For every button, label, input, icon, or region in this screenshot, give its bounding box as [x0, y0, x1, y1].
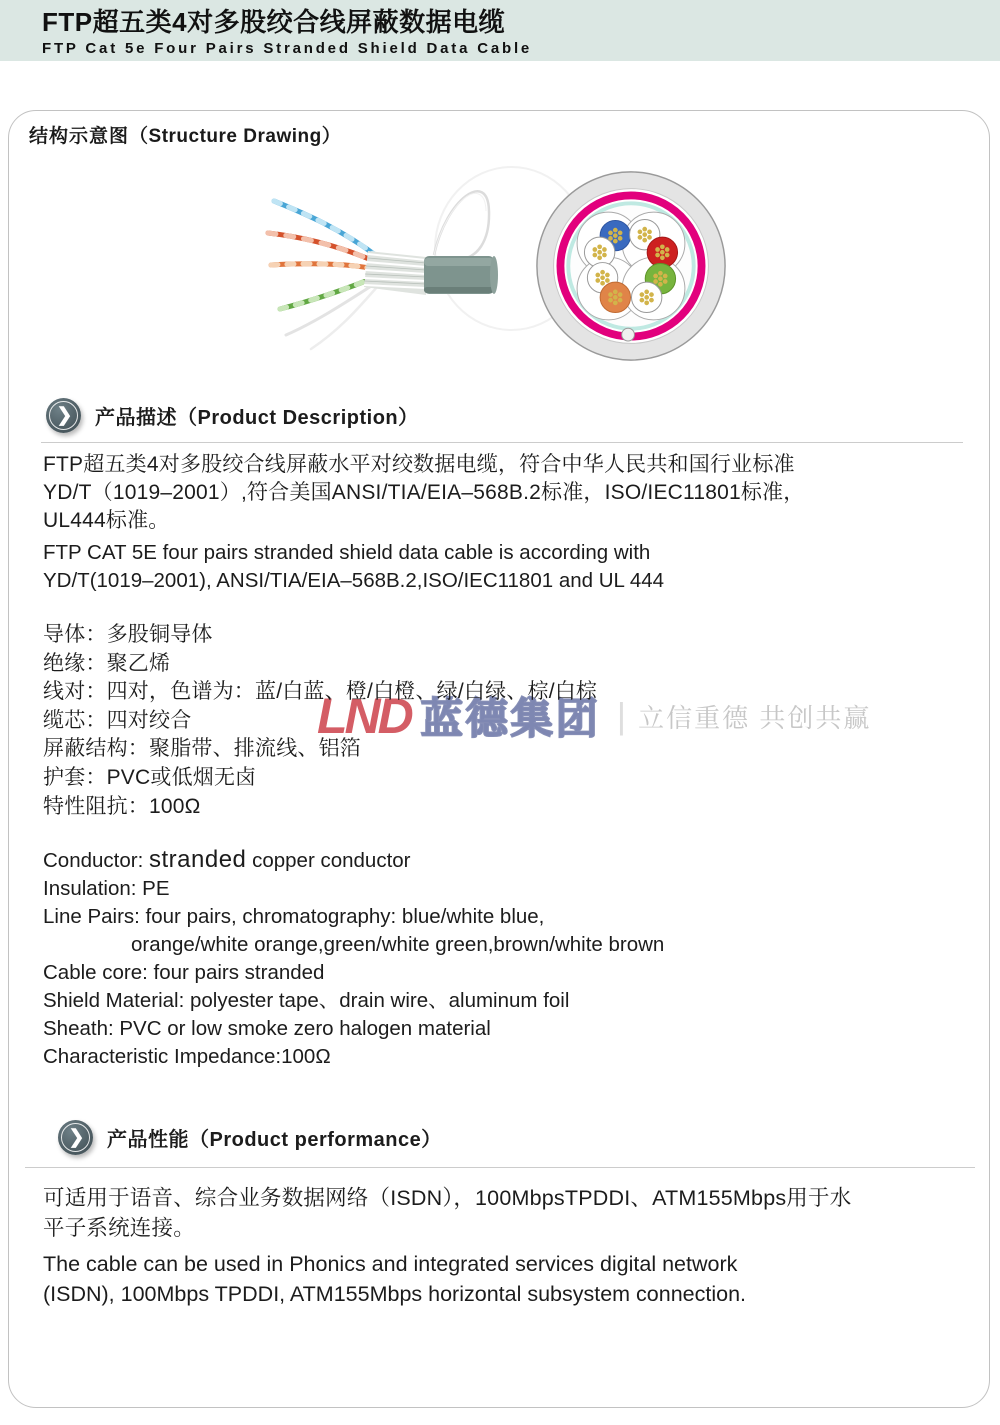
text-line: YD/T(1019–2001), ANSI/TIA/EIA–568B.2,ISO/IEC11801 and UL 444 [43, 569, 665, 592]
land-logo: LND [317, 688, 411, 744]
performance-section-header [58, 1120, 442, 1155]
spec-item: 屏蔽结构：聚脂带、排流线、铝箔 [43, 737, 361, 761]
page-subtitle: FTP Cat 5e Four Pairs Stranded Shield Data Cable [42, 40, 533, 57]
spec-item: Cable core: four pairs stranded [43, 961, 325, 984]
spec-item: 护套：PVC或低烟无卤 [43, 765, 257, 789]
spec-item: Sheath: PVC or low smoke zero halogen material [43, 1017, 491, 1040]
text-line: FTP超五类4对多股绞合线屏蔽水平对绞数据电缆，符合中华人民共和国行业标准 [43, 453, 795, 476]
specs-list-en [43, 846, 664, 1071]
page-title: FTP超五类4对多股绞合线屏蔽数据电缆 [42, 7, 506, 37]
text-line: FTP CAT 5E four pairs stranded shield data cable is according with [43, 541, 651, 564]
performance-heading: 产品性能（Product performance） [107, 1129, 442, 1151]
text-line: 平子系统连接。 [43, 1216, 195, 1240]
watermark-slogan: 立信重德 共创共赢 [638, 702, 872, 733]
cable-cross-section-diagram [533, 168, 729, 364]
description-paragraph-en [43, 539, 664, 595]
spec-item: Conductor: stranded copper conductor [43, 846, 411, 873]
structure-drawing-label [29, 121, 341, 148]
structure-label-zh: 结构示意图 [29, 126, 130, 147]
text-line: The cable can be used in Phonics and integrated services digital network [43, 1252, 738, 1276]
spec-item: 线对：四对，色谱为：蓝/白蓝、橙/白橙、绿/白绿、棕/白棕 [43, 680, 598, 704]
chevron-right-icon: ❯ [46, 398, 81, 433]
spec-item: 导体：多股铜导体 [43, 623, 213, 646]
cable-photo-illustration [256, 159, 506, 369]
spec-item: Line Pairs: four pairs, chromatography: blue/white blue, [43, 905, 545, 928]
description-section-header [46, 398, 419, 433]
watermark-separator: | [616, 695, 627, 736]
text-line: 可适用于语音、综合业务数据网络（ISDN），100MbpsTPDDI、ATM155Mbps用于水 [43, 1186, 852, 1210]
structure-label-en: （Structure Drawing） [129, 126, 342, 147]
spec-item: Insulation: PE [43, 877, 170, 900]
text-line: (ISDN), 100Mbps TPDDI, ATM155Mbps horizontal subsystem connection. [43, 1282, 747, 1306]
description-paragraph-zh [43, 451, 804, 535]
spec-item: Characteristic Impedance:100Ω [43, 1045, 331, 1068]
text-line: UL444标准。 [43, 509, 170, 532]
performance-paragraph-en [43, 1249, 746, 1309]
spec-item: orange/white orange,green/white green,brown/white brown [131, 933, 665, 956]
spec-item: Shield Material: polyester tape、drain wire、aluminum foil [43, 989, 570, 1012]
spec-item: 缆芯：四对绞合 [43, 708, 192, 732]
content-box [8, 110, 990, 1408]
page-header [0, 0, 1000, 61]
specs-list-zh [43, 621, 597, 821]
chevron-right-icon: ❯ [58, 1120, 93, 1155]
land-logo-chinese: 蓝德集团 [420, 695, 601, 742]
divider [25, 1167, 975, 1168]
text-line: YD/T（1019–2001）,符合美国ANSI/TIA/EIA–568B.2标准，ISO/IEC11801标准， [43, 481, 805, 504]
divider [41, 442, 963, 443]
performance-paragraph-zh [43, 1183, 851, 1243]
description-heading: 产品描述（Product Description） [95, 407, 419, 429]
spec-item: 绝缘：聚乙烯 [43, 651, 171, 675]
spec-item: 特性阻抗：100Ω [43, 794, 201, 818]
